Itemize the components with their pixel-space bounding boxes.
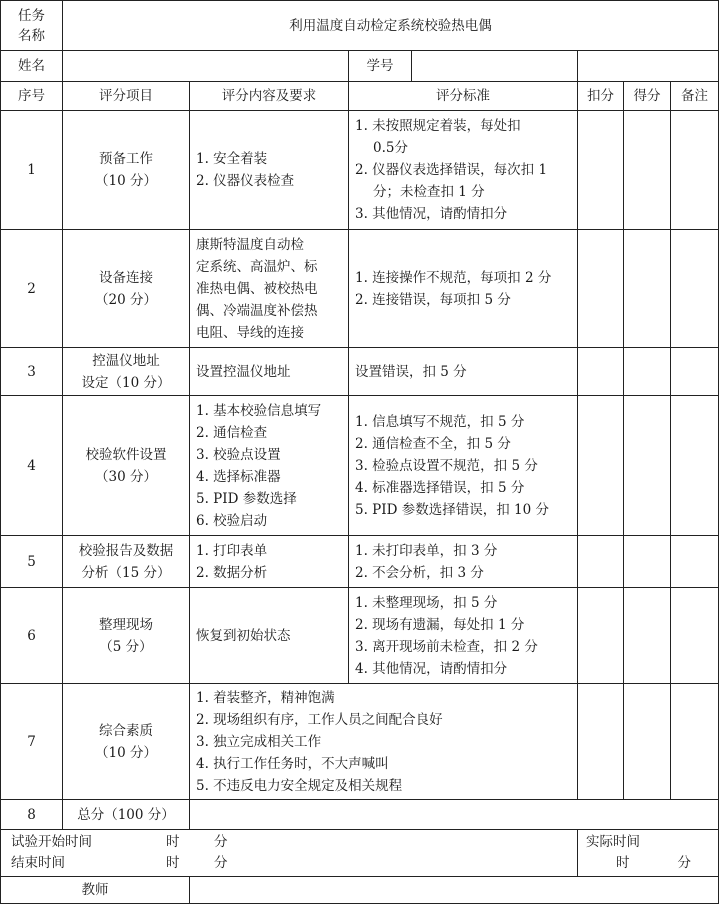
col-header-score: 得分 <box>624 82 671 111</box>
row-content: 恢复到初始状态 <box>190 588 349 684</box>
task-label-cell <box>1 1 63 51</box>
task-name: 利用温度自动检定系统校验热电偶 <box>63 1 719 51</box>
standard-line: 1. 未整理现场，扣 5 分 <box>355 594 498 611</box>
total-row <box>1 800 719 830</box>
standard-line: 2. 连接错误，每项扣 5 分 <box>355 291 511 308</box>
standard-line: 分；未检查扣 1 分 <box>373 184 485 200</box>
teacher-label: 教师 <box>1 877 190 904</box>
row-number: 8 <box>1 800 63 830</box>
row-number: 3 <box>1 348 63 396</box>
end-minute-label: 分 <box>214 855 228 871</box>
standard-line: 3. 其他情况，请酌情扣分 <box>355 206 508 222</box>
item-line: 校验软件设置 <box>85 446 167 463</box>
score-cell[interactable] <box>624 111 671 230</box>
col-header-no: 序号 <box>1 82 63 111</box>
standard-line: 4. 其他情况，请酌情扣分 <box>355 660 508 677</box>
content-line: 1. 打印表单 <box>196 542 268 559</box>
item-line: 设备连接 <box>99 269 153 286</box>
time-cell <box>1 830 578 877</box>
teacher-row <box>1 877 719 904</box>
content-line: 1. 着装整齐，精神饱满 <box>196 689 335 706</box>
remark-cell[interactable] <box>671 396 719 536</box>
row-item <box>63 348 190 396</box>
row-item <box>63 588 190 684</box>
content-line: 6. 校验启动 <box>196 512 268 529</box>
teacher-value[interactable] <box>190 877 719 904</box>
item-line: （30 分） <box>95 468 157 485</box>
standard-line: 1. 连接操作不规范，每项扣 2 分 <box>355 269 552 286</box>
col-header-content: 评分内容及要求 <box>190 82 349 111</box>
start-hour-label: 时 <box>166 834 180 850</box>
row-item <box>63 684 190 800</box>
content-line: 4. 执行工作任务时，不大声喊叫 <box>196 755 389 772</box>
actual-minute-label: 分 <box>677 855 691 871</box>
row-content <box>190 684 578 800</box>
table-row <box>1 684 719 800</box>
row-number: 5 <box>1 536 63 588</box>
row-standard <box>349 536 578 588</box>
item-line: （20 分） <box>95 291 157 308</box>
item-line: （5 分） <box>99 638 153 655</box>
task-label-line1: 任务 <box>18 7 45 24</box>
item-line: 校验报告及数据 <box>78 542 174 559</box>
content-line: 3. 校验点设置 <box>196 446 281 463</box>
score-cell[interactable] <box>624 588 671 684</box>
start-time-line <box>11 832 567 853</box>
row-standard: 设置错误，扣 5 分 <box>349 348 578 396</box>
table-row <box>1 348 719 396</box>
deduct-cell[interactable] <box>578 588 624 684</box>
actual-time-units <box>586 853 710 874</box>
column-header-row <box>1 82 719 111</box>
content-line: 2. 仪器仪表检查 <box>196 173 295 189</box>
task-row <box>1 1 719 51</box>
content-line: 定系统、高温炉、标 <box>196 258 318 275</box>
row-content <box>190 111 349 230</box>
deduct-cell[interactable] <box>578 230 624 348</box>
row-standard <box>349 396 578 536</box>
actual-time-cell <box>578 830 719 877</box>
col-header-deduct: 扣分 <box>578 82 624 111</box>
standard-line: 1. 未按照规定着装，每处扣 <box>355 118 521 134</box>
name-label: 姓名 <box>1 51 63 82</box>
standard-line: 4. 标准器选择错误，扣 5 分 <box>355 479 525 496</box>
row-item <box>63 111 190 230</box>
standard-line: 2. 仪器仪表选择错误，每次扣 1 <box>355 162 548 178</box>
score-cell[interactable] <box>624 396 671 536</box>
end-hour-label: 时 <box>166 855 180 871</box>
actual-hour-label: 时 <box>616 855 630 871</box>
score-cell[interactable] <box>624 536 671 588</box>
content-line: 1. 基本校验信息填写 <box>196 402 322 419</box>
remark-cell[interactable] <box>671 230 719 348</box>
student-id-label: 学号 <box>349 51 412 81</box>
row-content <box>190 536 349 588</box>
end-time-label: 结束时间 <box>11 855 65 871</box>
table-row <box>1 396 719 536</box>
row-standard <box>349 111 578 230</box>
content-line: 偶、冷端温度补偿热 <box>196 302 318 319</box>
total-label: 总分（100 分） <box>63 800 190 830</box>
student-id-extra <box>578 51 719 82</box>
row-content: 设置控温仪地址 <box>190 348 349 396</box>
col-header-standard: 评分标准 <box>349 82 578 111</box>
row-number: 1 <box>1 111 63 230</box>
item-line: （10 分） <box>95 173 157 189</box>
deduct-cell[interactable] <box>578 111 624 230</box>
row-content <box>190 230 349 348</box>
student-id-cell <box>349 51 578 82</box>
content-line: 5. 不违反电力安全规定及相关规程 <box>196 777 403 794</box>
item-line: 整理现场 <box>99 616 153 633</box>
remark-cell[interactable] <box>671 348 719 396</box>
standard-line: 5. PID 参数选择错误，扣 10 分 <box>355 501 549 518</box>
standard-line: 2. 不会分析，扣 3 分 <box>355 564 484 581</box>
name-row <box>1 51 719 82</box>
remark-cell[interactable] <box>671 684 719 800</box>
table-row <box>1 230 719 348</box>
standard-line: 3. 检验点设置不规范，扣 5 分 <box>355 457 538 474</box>
content-line: 2. 数据分析 <box>196 564 268 581</box>
item-line: 分析（15 分） <box>81 564 171 581</box>
deduct-cell[interactable] <box>578 684 624 800</box>
row-item <box>63 396 190 536</box>
actual-time-label: 实际时间 <box>586 834 640 850</box>
standard-line: 3. 离开现场前未检查，扣 2 分 <box>355 638 538 655</box>
content-line: 康斯特温度自动检 <box>196 236 304 253</box>
content-line: 1. 安全着装 <box>196 151 268 167</box>
table-row <box>1 111 719 230</box>
standard-line: 1. 未打印表单，扣 3 分 <box>355 542 498 559</box>
score-cell[interactable] <box>624 684 671 800</box>
row-standard <box>349 588 578 684</box>
item-line: （10 分） <box>95 744 157 761</box>
score-cell[interactable] <box>624 348 671 396</box>
standard-line: 2. 通信检查不全，扣 5 分 <box>355 435 511 452</box>
item-line: 设定（10 分） <box>81 374 171 391</box>
row-number: 6 <box>1 588 63 684</box>
standard-line: 2. 现场有遗漏，每处扣 1 分 <box>355 616 525 633</box>
content-line: 电阻、导线的连接 <box>196 324 304 341</box>
row-number: 4 <box>1 396 63 536</box>
table-row <box>1 536 719 588</box>
score-cell[interactable] <box>624 230 671 348</box>
item-line: 综合素质 <box>99 722 153 739</box>
deduct-cell[interactable] <box>578 536 624 588</box>
row-content <box>190 396 349 536</box>
item-line: 预备工作 <box>99 151 153 167</box>
content-line: 4. 选择标准器 <box>196 468 281 485</box>
row-number: 7 <box>1 684 63 800</box>
end-time-line <box>11 853 567 874</box>
content-line: 准热电偶、被校热电 <box>196 280 318 297</box>
remark-cell[interactable] <box>671 111 719 230</box>
deduct-cell[interactable] <box>578 348 624 396</box>
content-line: 2. 现场组织有序，工作人员之间配合良好 <box>196 711 443 728</box>
content-line: 3. 独立完成相关工作 <box>196 733 322 750</box>
time-row <box>1 830 719 877</box>
row-item <box>63 536 190 588</box>
col-header-remark: 备注 <box>671 82 719 111</box>
content-line: 2. 通信检查 <box>196 424 268 441</box>
row-item <box>63 230 190 348</box>
remark-cell[interactable] <box>671 588 719 684</box>
remark-cell[interactable] <box>671 536 719 588</box>
standard-line: 1. 信息填写不规范，扣 5 分 <box>355 413 525 430</box>
start-time-label: 试验开始时间 <box>11 834 92 850</box>
task-label-line2: 名称 <box>18 27 45 44</box>
total-value[interactable] <box>190 800 719 830</box>
row-standard <box>349 230 578 348</box>
start-minute-label: 分 <box>214 834 228 850</box>
name-value <box>63 51 349 82</box>
student-id-value <box>412 51 577 81</box>
standard-line: 0.5分 <box>373 140 408 156</box>
item-line: 控温仪地址 <box>92 352 160 369</box>
row-number: 2 <box>1 230 63 348</box>
deduct-cell[interactable] <box>578 396 624 536</box>
table-row <box>1 588 719 684</box>
content-line: 5. PID 参数选择 <box>196 490 297 507</box>
col-header-item: 评分项目 <box>63 82 190 111</box>
